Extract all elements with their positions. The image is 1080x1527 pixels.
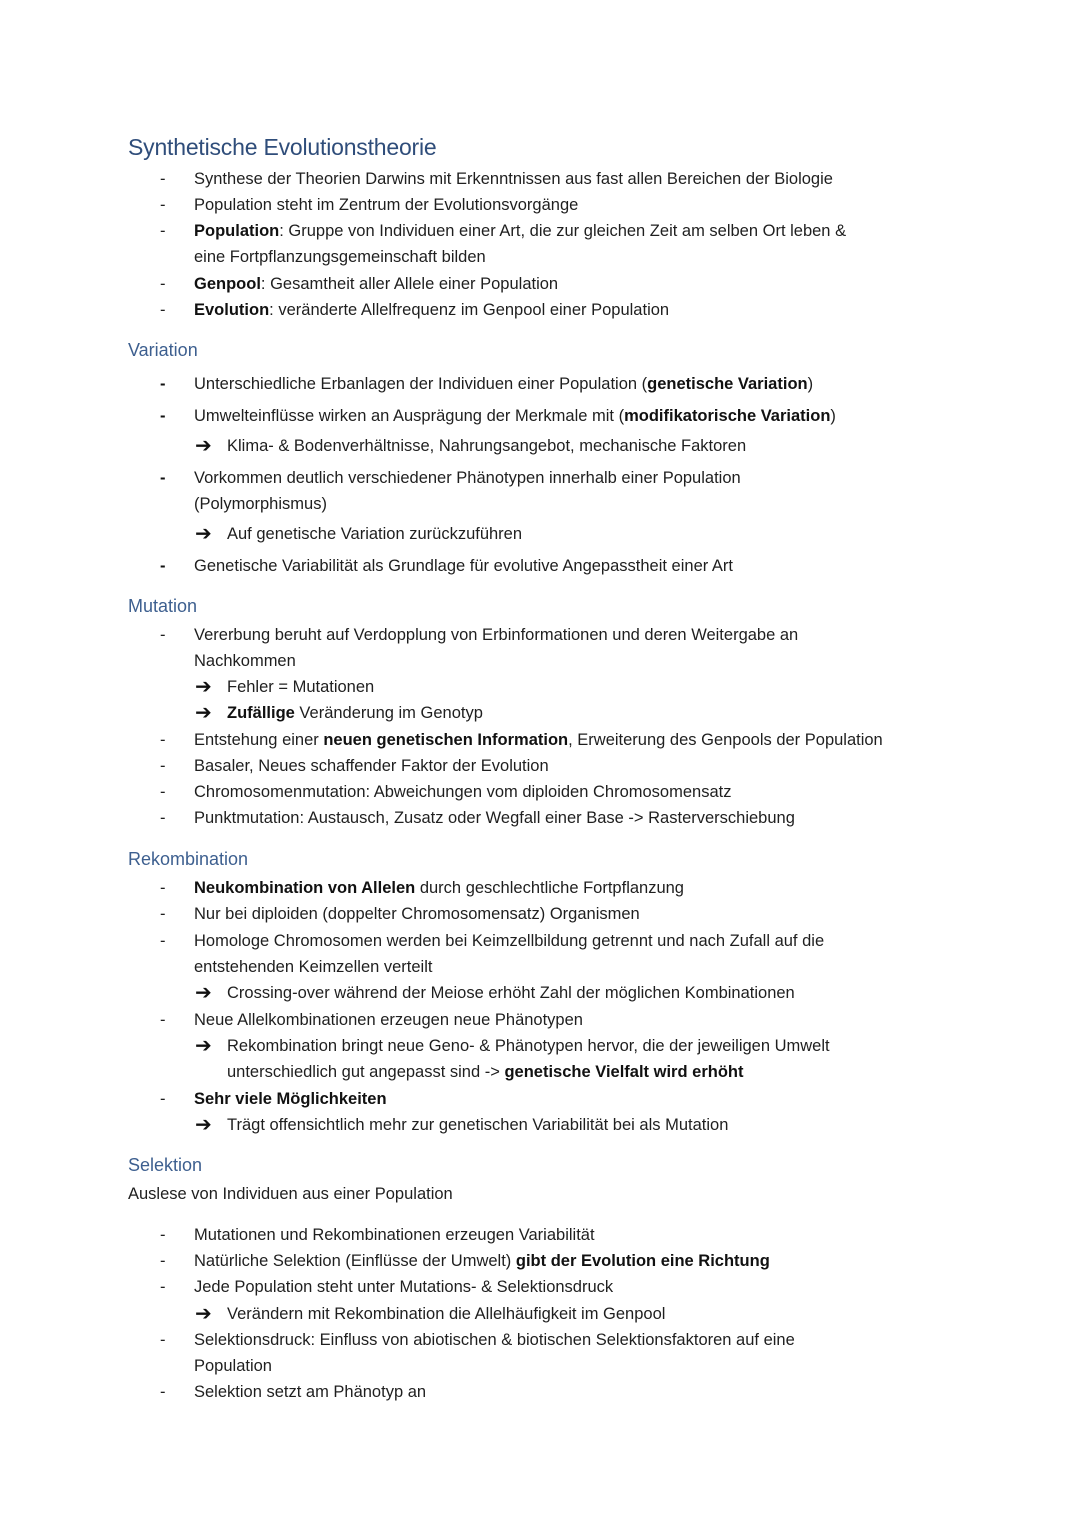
text: Entstehung einer [194, 731, 324, 749]
bullet-dash: - [160, 731, 166, 749]
list-item-continuation: Population [194, 1357, 272, 1375]
list-item: Mutationen und Rekombinationen erzeugen Variabilität [194, 1226, 595, 1244]
arrow-item: Klima- & Bodenverhältnisse, Nahrungsangebot, mechanische Faktoren [227, 437, 747, 455]
list-item [194, 404, 836, 428]
bullet-dash: - [160, 809, 166, 827]
term-evolution: Evolution [194, 301, 270, 319]
list-item-continuation: eine Fortpflanzungsgemeinschaft bilden [194, 248, 486, 266]
bold-term: genetische Vielfalt wird erhöht [504, 1063, 744, 1081]
bold-term: Zufällige [227, 704, 295, 722]
list-item [194, 372, 813, 396]
bullet-dash: - [160, 1252, 166, 1270]
text: Umwelteinflüsse wirken an Ausprägung der Merkmale mit ( [194, 407, 625, 425]
bold-term: modifikatorische Variation [624, 407, 831, 425]
arrow-item: Rekombination bringt neue Geno- & Phänotypen hervor, die der jeweiligen Umwelt [227, 1037, 830, 1055]
bullet-dash: - [160, 275, 166, 293]
page-title: Synthetische Evolutionstheorie [128, 134, 437, 160]
arrow-icon: ➔ [195, 1303, 212, 1325]
bullet-dash: - [160, 905, 166, 923]
arrow-item-continuation [227, 1060, 743, 1084]
bullet-dash: - [160, 932, 166, 950]
section-intro: Auslese von Individuen aus einer Population [128, 1185, 453, 1203]
section-heading-selektion: Selektion [128, 1155, 203, 1175]
term-genpool: Genpool [194, 275, 261, 293]
bullet-dash: - [160, 196, 166, 214]
bold-term: Neukombination von Allelen [194, 879, 416, 897]
arrow-item: Trägt offensichtlich mehr zur genetischen Variabilität bei als Mutation [227, 1116, 729, 1134]
term-population: Population [194, 222, 280, 240]
bullet-dash: - [160, 1278, 166, 1296]
list-item: Selektion setzt am Phänotyp an [194, 1383, 427, 1401]
list-item-text: Gruppe von Individuen einer Art, die zur gleichen Zeit am selben Ort leben & [288, 222, 847, 240]
list-item-continuation: (Polymorphismus) [194, 495, 327, 513]
bullet-dash: - [160, 375, 166, 393]
bullet-dash: - [160, 1011, 166, 1029]
list-item: Homologe Chromosomen werden bei Keimzellbildung getrennt und nach Zufall auf die [194, 932, 825, 950]
arrow-icon: ➔ [195, 1035, 212, 1057]
bullet-dash: - [160, 557, 166, 575]
list-item [194, 876, 684, 900]
list-item [194, 1087, 387, 1111]
list-item: Basaler, Neues schaffender Faktor der Evolution [194, 757, 549, 775]
bold-term: Sehr viele Möglichkeiten [194, 1090, 387, 1108]
list-item-text: veränderte Allelfrequenz im Genpool einer Population [278, 301, 670, 319]
list-item: Neue Allelkombinationen erzeugen neue Phänotypen [194, 1011, 583, 1029]
arrow-item [227, 701, 483, 725]
arrow-icon: ➔ [195, 676, 212, 698]
bullet-dash: - [160, 783, 166, 801]
arrow-icon: ➔ [195, 702, 212, 724]
list-item: Jede Population steht unter Mutations- & Selektionsdruck [194, 1278, 614, 1296]
list-item: Chromosomenmutation: Abweichungen vom diploiden Chromosomensatz [194, 783, 732, 801]
bullet-dash: - [160, 222, 166, 240]
list-item: Vorkommen deutlich verschiedener Phänotypen innerhalb einer Population [194, 469, 741, 487]
text: durch geschlechtliche Fortpflanzung [415, 879, 684, 897]
list-item: Vererbung beruht auf Verdopplung von Erbinformationen und deren Weitergabe an [194, 626, 799, 644]
list-item: Selektionsdruck: Einfluss von abiotischen & biotischen Selektionsfaktoren auf eine [194, 1331, 795, 1349]
arrow-icon: ➔ [195, 982, 212, 1004]
list-item: Synthese der Theorien Darwins mit Erkenntnissen aus fast allen Bereichen der Biologie [194, 170, 833, 188]
bullet-dash: - [160, 1090, 166, 1108]
list-item: Evolution: veränderte Allelfrequenz im Genpool einer Population [194, 301, 670, 319]
text: ) [807, 375, 814, 393]
arrow-icon: ➔ [195, 435, 212, 457]
list-item: Nur bei diploiden (doppelter Chromosomensatz) Organismen [194, 905, 640, 923]
text: unterschiedlich gut angepasst sind -> [227, 1063, 505, 1081]
text: Unterschiedliche Erbanlagen der Individuen einer Population ( [194, 375, 648, 393]
arrow-item: Crossing-over während der Meiose erhöht Zahl der möglichen Kombinationen [227, 984, 795, 1002]
text: ) [830, 407, 836, 425]
list-item [194, 728, 883, 752]
arrow-icon: ➔ [195, 523, 212, 545]
section-heading-rekombination: Rekombination [128, 849, 249, 869]
bullet-dash: - [160, 170, 166, 188]
bullet-dash: - [160, 879, 166, 897]
bullet-dash: - [160, 757, 166, 775]
text: , Erweiterung des Genpools der Population [568, 731, 883, 749]
bullet-dash: - [160, 1331, 166, 1349]
bullet-dash: - [160, 1226, 166, 1244]
bold-term: neuen genetischen Information [323, 731, 569, 749]
bullet-dash: - [160, 626, 166, 644]
list-item: Population: Gruppe von Individuen einer Art, die zur gleichen Zeit am selben Ort leben & [194, 222, 847, 240]
text: Veränderung im Genotyp [294, 704, 483, 722]
list-item: Genetische Variabilität als Grundlage für evolutive Angepasstheit einer Art [194, 557, 734, 575]
list-item [194, 1249, 770, 1273]
arrow-item: Fehler = Mutationen [227, 678, 375, 696]
list-item-text: Gesamtheit aller Allele einer Population [270, 275, 559, 293]
arrow-item: Verändern mit Rekombination die Allelhäufigkeit im Genpool [227, 1305, 666, 1323]
bullet-dash: - [160, 301, 166, 319]
arrow-item: Auf genetische Variation zurückzuführen [227, 525, 523, 543]
bold-term: genetische Variation [647, 375, 808, 393]
list-item: Population steht im Zentrum der Evolutionsvorgänge [194, 196, 579, 214]
section-heading-variation: Variation [128, 340, 198, 360]
list-item-continuation: entstehenden Keimzellen verteilt [194, 958, 433, 976]
bullet-dash: - [160, 1383, 166, 1401]
list-item-continuation: Nachkommen [194, 652, 296, 670]
bullet-dash: - [160, 407, 166, 425]
section-heading-mutation: Mutation [128, 596, 198, 616]
list-item: Genpool: Gesamtheit aller Allele einer Population [194, 275, 559, 293]
list-item: Punktmutation: Austausch, Zusatz oder Wegfall einer Base -> Rasterverschiebung [194, 809, 795, 827]
bold-term: gibt der Evolution eine Richtung [515, 1252, 770, 1270]
arrow-icon: ➔ [195, 1114, 212, 1136]
bullet-dash: - [160, 469, 166, 487]
text: Natürliche Selektion (Einflüsse der Umwelt) [194, 1252, 516, 1270]
